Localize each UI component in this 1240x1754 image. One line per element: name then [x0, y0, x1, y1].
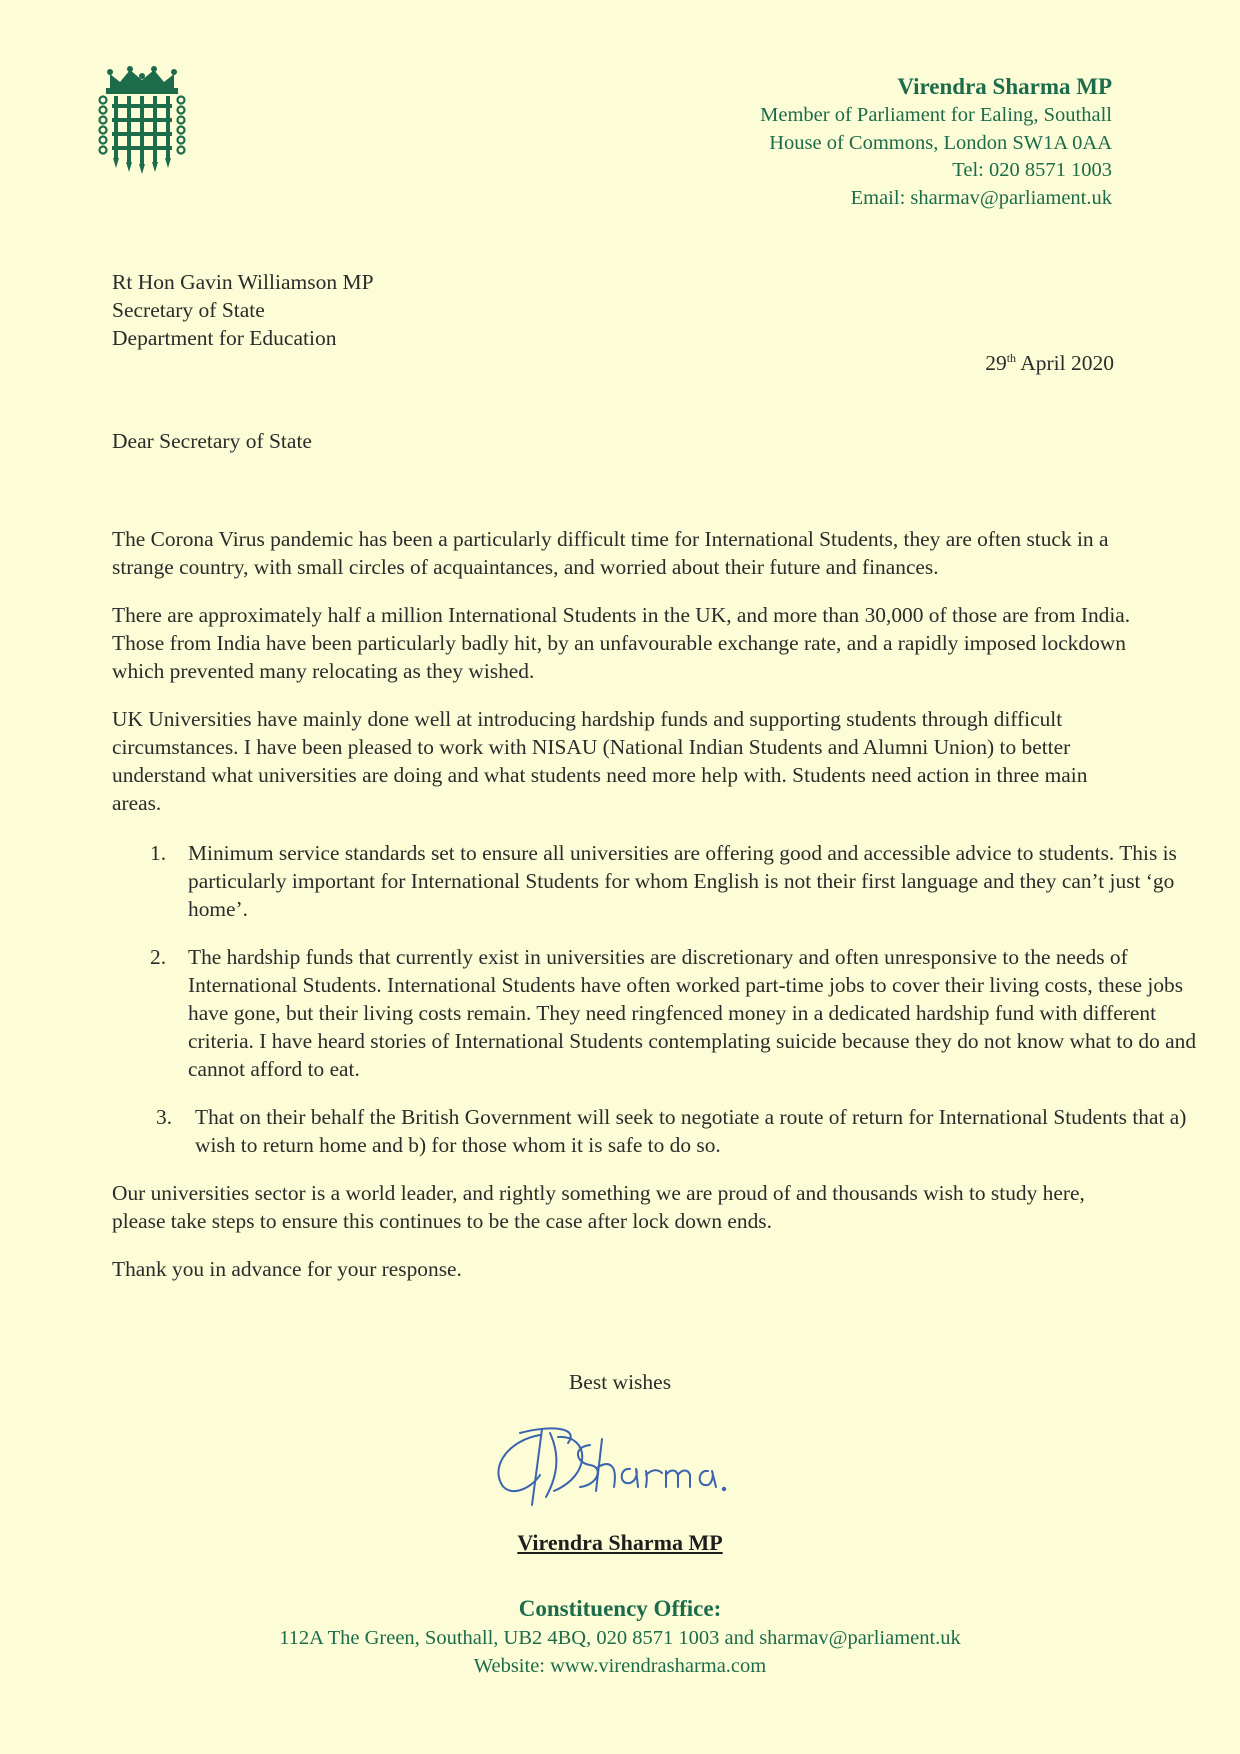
- body-paragraph: UK Universities have mainly done well at introducing hardship funds and supporting students through difficult circumstances. I have been pleased to work with NISAU (National Indian Students and Alumni Union) to better understand what universities are doing and what students need more help with. Students need action in three main areas.: [112, 707, 1088, 815]
- closing-paragraph: Our universities sector is a world leader, and rightly something we are proud of and thousands wish to study here, please take steps to ensure this continues to be the case after lock down ends.: [112, 1181, 1085, 1233]
- list-item-text: Minimum service standards set to ensure all universities are offering good and accessible advice to students. This is particularly important for International Students for whom English is not their first language and they can’t just ‘go home’.: [188, 841, 1177, 921]
- list-item: [112, 839, 1224, 923]
- sender-name: Virendra Sharma MP: [897, 74, 1112, 99]
- letter-body: [112, 525, 1197, 1303]
- list-number: 3.: [156, 1105, 173, 1129]
- signoff: Best wishes: [568, 1370, 672, 1394]
- sender-address: House of Commons, London SW1A 0AA: [769, 131, 1112, 154]
- date-day: 29: [985, 351, 1007, 375]
- sender-constituency: Member of Parliament for Ealing, Southall: [760, 104, 1112, 126]
- thanks-paragraph: Thank you in advance for your response.: [112, 1257, 462, 1281]
- recipient-name: Rt Hon Gavin Williamson MP: [112, 270, 374, 294]
- list-item-text: The hardship funds that currently exist in universities are discretionary and often unresponsive to the needs of International Students. International Students have often worked part-time jobs to cover their living costs, these jobs have gone, but their living costs remain. They need ringfenced money in a dedicated hardship fund with different criteria. I have heard stories of International Students contemplating suicide because they do not know what to do and cannot afford to eat.: [188, 945, 1197, 1081]
- office-address: 112A The Green, Southall, UB2 4BQ, 020 8571 1003 and sharmav@parliament.uk: [279, 1627, 961, 1649]
- list-item: [112, 943, 1224, 1083]
- list-number: 1.: [150, 841, 167, 865]
- constituency-office: [0, 1594, 1240, 1680]
- recipient-department: Department for Education: [112, 326, 337, 350]
- office-website[interactable]: Website: www.virendrasharma.com: [473, 1655, 767, 1677]
- body-paragraph: The Corona Virus pandemic has been a particularly difficult time for International Students, they are often stuck in a strange country, with small circles of acquaintances, and worried about their future and finances.: [112, 527, 1109, 579]
- action-list: [112, 839, 1197, 1159]
- sender-email[interactable]: Email: sharmav@parliament.uk: [850, 186, 1112, 209]
- list-item-text: That on their behalf the British Government will seek to negotiate a route of return for International Students that a) wish to return home and b) for those whom it is safe to do so.: [195, 1105, 1187, 1157]
- body-paragraph: There are approximately half a million International Students in the UK, and more than 30,000 of those are from India. Those from India have been particularly badly hit, by an unfavourable exchange rate, and a rapidly imposed lockdown which prevented many relocating as they wished.: [112, 603, 1131, 683]
- date-month-year: April 2020: [1016, 351, 1114, 375]
- sender-phone: Tel: 020 8571 1003: [952, 159, 1112, 181]
- list-item: [112, 1103, 1231, 1159]
- sender-block: [760, 72, 1112, 212]
- handwritten-signature: [480, 1405, 740, 1510]
- signatory-name: Virendra Sharma MP: [517, 1530, 723, 1555]
- office-heading: Constituency Office:: [518, 1596, 722, 1621]
- recipient-block: [112, 268, 374, 352]
- list-number: 2.: [150, 945, 167, 969]
- salutation: Dear Secretary of State: [112, 429, 312, 453]
- portcullis-icon: [96, 66, 188, 174]
- date-suffix: th: [1006, 350, 1017, 365]
- letter-date: [985, 351, 1114, 376]
- recipient-title: Secretary of State: [112, 298, 265, 322]
